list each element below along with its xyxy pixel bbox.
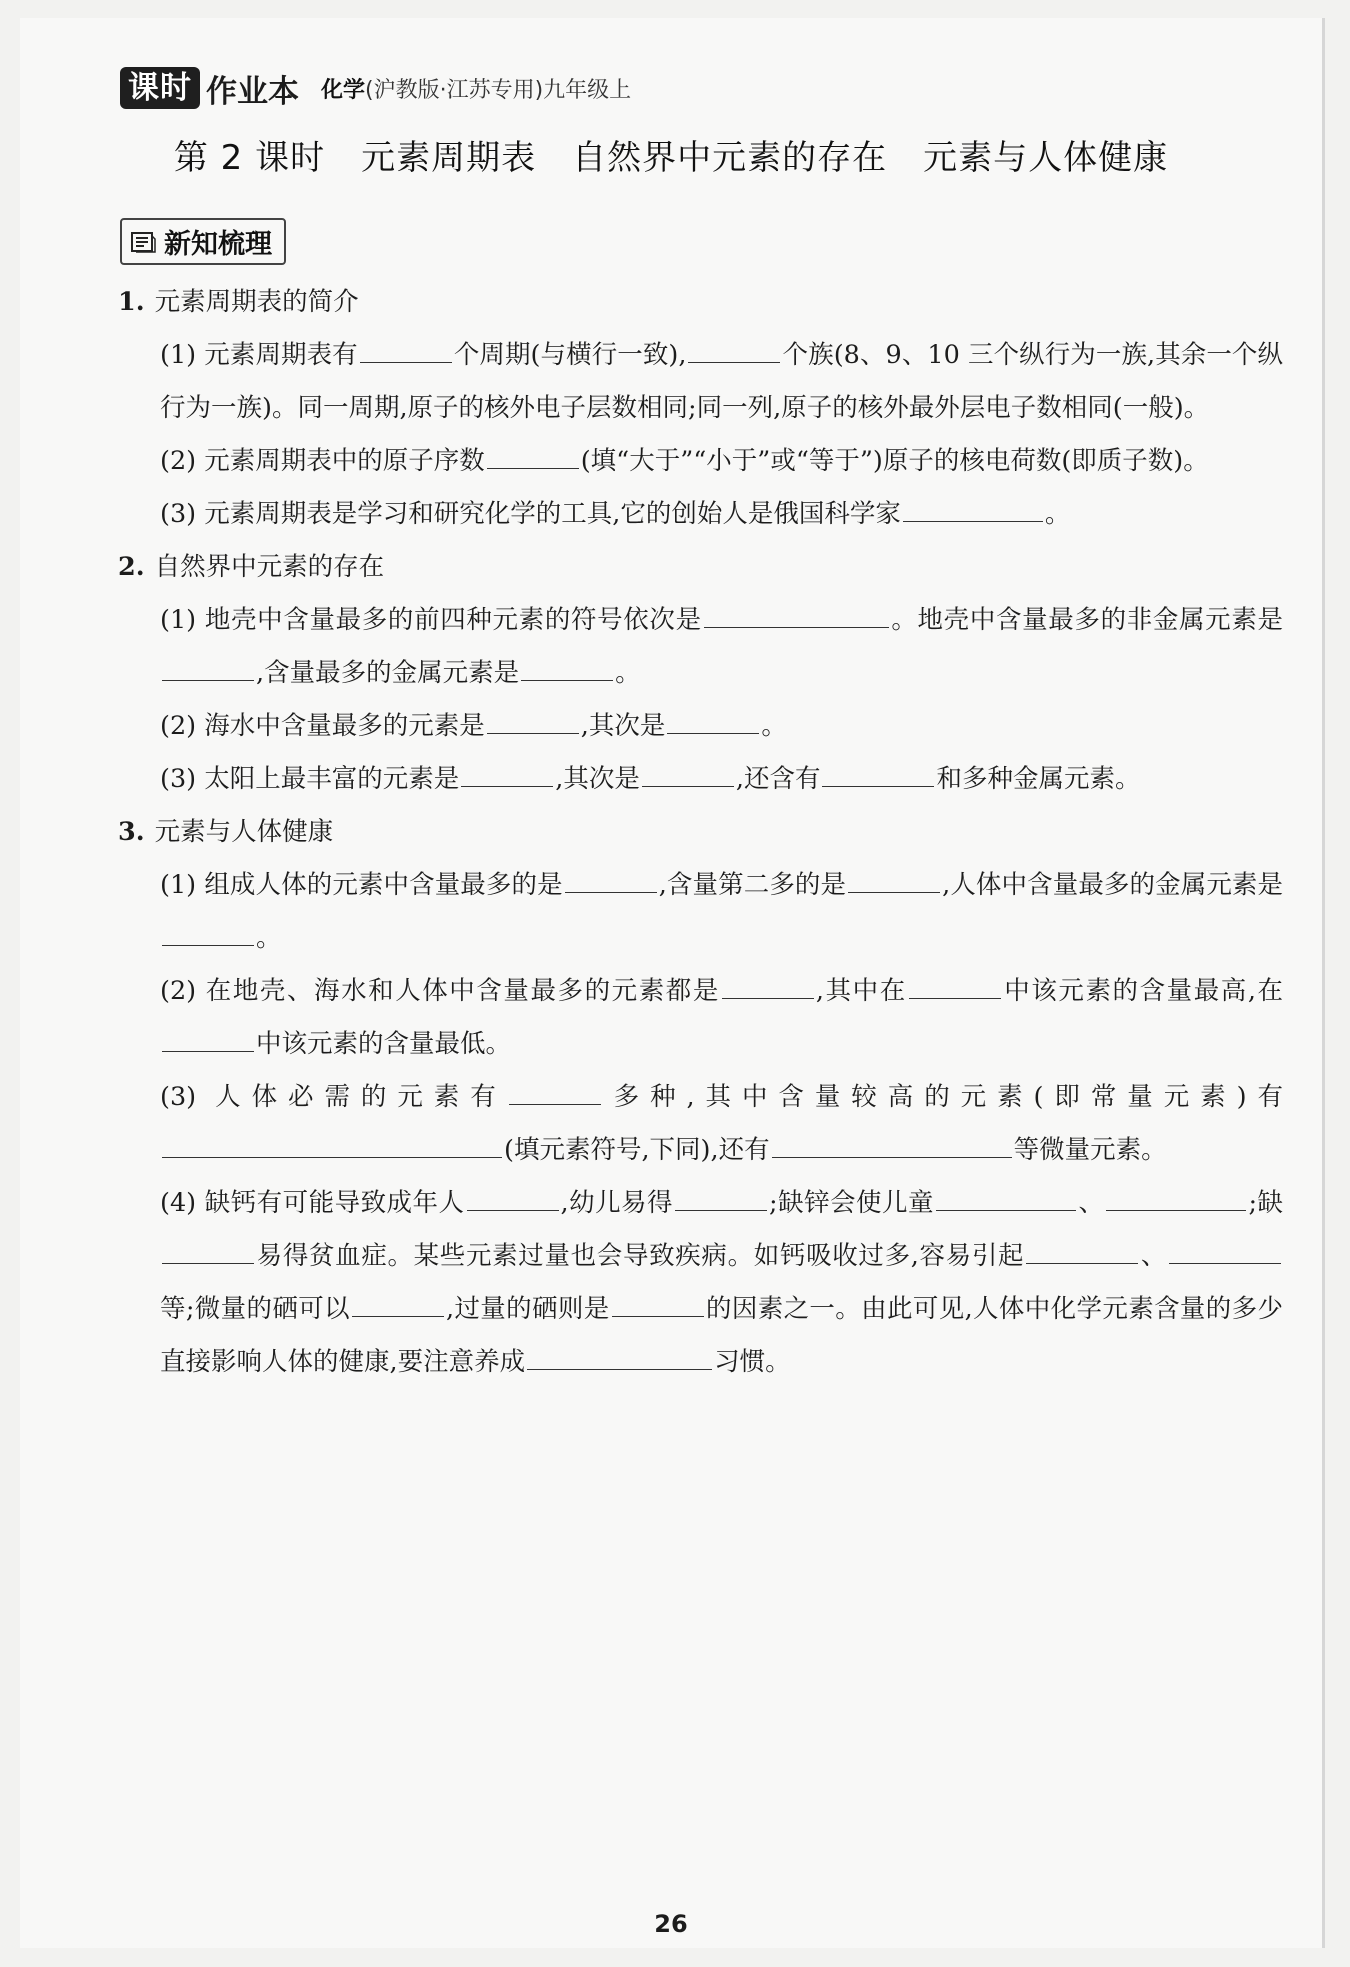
text: ,过量的硒则是: [445, 1294, 610, 1324]
answer-blank[interactable]: [527, 1345, 712, 1370]
item-2-q3: [118, 753, 1283, 806]
lesson-topic-1: 元素周期表: [361, 138, 537, 178]
text: 、: [1140, 1241, 1167, 1271]
answer-blank[interactable]: [903, 497, 1043, 522]
text: 中该元素的含量最高,在: [1002, 976, 1283, 1006]
text: 、: [1077, 1188, 1105, 1218]
answer-blank[interactable]: [352, 1292, 444, 1317]
answer-blank[interactable]: [704, 603, 889, 628]
page-number: 26: [654, 1910, 688, 1938]
item-3-title: 元素与人体健康: [154, 817, 334, 847]
answer-blank[interactable]: [162, 921, 254, 946]
text: 等微量元素。: [1013, 1135, 1167, 1165]
item-3-number: 3.: [118, 817, 145, 847]
answer-blank[interactable]: [1106, 1186, 1246, 1211]
answer-blank[interactable]: [822, 762, 934, 787]
answer-blank[interactable]: [360, 338, 452, 363]
text: 。: [761, 711, 787, 741]
answer-blank[interactable]: [509, 1080, 601, 1105]
book-logo: 课时: [120, 67, 200, 109]
text: ;缺: [1248, 1188, 1284, 1218]
item-3-q3: [118, 1071, 1283, 1177]
text: 。: [1044, 499, 1071, 529]
text: (2) 海水中含量最多的元素是: [160, 711, 485, 741]
text: (填“大于”“小于”或“等于”)原子的核电荷数(即质子数)。: [580, 446, 1209, 476]
answer-blank[interactable]: [162, 1239, 254, 1264]
answer-blank[interactable]: [909, 974, 1001, 999]
answer-blank[interactable]: [467, 1186, 559, 1211]
answer-blank[interactable]: [162, 1027, 254, 1052]
text: 多种,其中含量较高的元素(即常量元素)有: [602, 1082, 1283, 1112]
text: ,人体中含量最多的金属元素是: [942, 870, 1284, 900]
item-2-q2: [118, 700, 1283, 753]
answer-blank[interactable]: [936, 1186, 1076, 1211]
answer-blank[interactable]: [487, 444, 579, 469]
answer-blank[interactable]: [162, 656, 254, 681]
answer-blank[interactable]: [642, 762, 734, 787]
answer-blank[interactable]: [612, 1292, 704, 1317]
answer-blank[interactable]: [1169, 1239, 1281, 1264]
answer-blank[interactable]: [1026, 1239, 1138, 1264]
text: 和多种金属元素。: [936, 764, 1141, 794]
text: 个周期(与横行一致),: [453, 340, 687, 370]
text: ,幼儿易得: [560, 1188, 674, 1218]
answer-blank[interactable]: [162, 1133, 502, 1158]
item-2-title: 自然界中元素的存在: [154, 552, 385, 582]
text: (4) 缺钙有可能导致成年人: [160, 1188, 465, 1218]
item-2-heading: [118, 541, 1283, 594]
answer-blank[interactable]: [675, 1186, 767, 1211]
item-1-title: 元素周期表的简介: [154, 287, 359, 317]
text: ,其中在: [815, 976, 907, 1006]
worksheet-page: [20, 18, 1325, 1948]
text: 。地壳中含量最多的非金属元素是: [890, 605, 1283, 635]
book-icon: [130, 230, 156, 254]
text: (1) 组成人体的元素中含量最多的是: [160, 870, 563, 900]
page-header: [120, 66, 631, 110]
subject-name: 化学: [321, 77, 366, 103]
item-2-number: 2.: [118, 552, 145, 582]
item-1-heading: [118, 276, 1283, 329]
item-3-q4: [118, 1177, 1283, 1389]
answer-blank[interactable]: [461, 762, 553, 787]
item-1-q1: [118, 329, 1283, 435]
answer-blank[interactable]: [667, 709, 759, 734]
answer-blank[interactable]: [772, 1133, 1012, 1158]
text: (1) 元素周期表有: [160, 340, 358, 370]
section-label: 新知梳理: [164, 229, 272, 260]
lesson-number: 第 2 课时: [173, 138, 326, 178]
answer-blank[interactable]: [848, 868, 940, 893]
item-3-q1: [118, 859, 1283, 965]
answer-blank[interactable]: [521, 656, 613, 681]
text: ,含量最多的金属元素是: [256, 658, 520, 688]
subject-info: [321, 73, 631, 104]
answer-blank[interactable]: [487, 709, 579, 734]
lesson-title: [20, 130, 1322, 179]
answer-blank[interactable]: [722, 974, 814, 999]
text: (3) 太阳上最丰富的元素是: [160, 764, 460, 794]
text: ,其次是: [555, 764, 640, 794]
text: ,其次是: [580, 711, 666, 741]
section-tag: [120, 218, 286, 265]
lesson-topic-2: 自然界中元素的存在: [572, 138, 888, 178]
edition-info: (沪教版·江苏专用)九年级上: [365, 77, 632, 103]
item-3-q2: [118, 965, 1283, 1071]
text: (3) 人体必需的元素有: [160, 1082, 507, 1112]
exercise-content: [118, 276, 1283, 1389]
item-1-number: 1.: [118, 287, 145, 317]
text: 易得贫血症。某些元素过量也会导致疾病。如钙吸收过多,容易引起: [256, 1241, 1025, 1271]
text: 等;微量的硒可以: [160, 1294, 350, 1324]
text: 。: [256, 923, 282, 953]
text: (3) 元素周期表是学习和研究化学的工具,它的创始人是俄国科学家: [160, 499, 901, 529]
text: 习惯。: [714, 1347, 791, 1377]
text: ,还含有: [735, 764, 821, 794]
text: 中该元素的含量最低。: [256, 1029, 512, 1059]
item-2-q1: [118, 594, 1283, 700]
text: (填元素符号,下同),还有: [504, 1135, 770, 1165]
text: 个族(8、9、10 三个纵行为一族,其余一个纵行为一族)。同一周期,原子的核外电子层数相同;同一列,原子的核外最外层电子数相同(一般)。: [160, 340, 1283, 423]
text: (2) 元素周期表中的原子序数: [160, 446, 485, 476]
text: (2) 在地壳、海水和人体中含量最多的元素都是: [160, 976, 720, 1006]
item-3-heading: [118, 806, 1283, 859]
text: ,含量第二多的是: [658, 870, 847, 900]
text: ;缺锌会使儿童: [769, 1188, 934, 1218]
text: (1) 地壳中含量最多的前四种元素的符号依次是: [160, 605, 702, 635]
answer-blank[interactable]: [565, 868, 657, 893]
text: 。: [615, 658, 641, 688]
lesson-topic-3: 元素与人体健康: [923, 138, 1169, 178]
book-name: 作业本: [206, 73, 299, 110]
item-1-q2: [118, 435, 1283, 488]
answer-blank[interactable]: [688, 338, 780, 363]
item-1-q3: [118, 488, 1283, 541]
text: 的因素之一。由此可见,人体中化学元素含量的多少直接影响人体的健康,要注意养成: [160, 1294, 1284, 1377]
